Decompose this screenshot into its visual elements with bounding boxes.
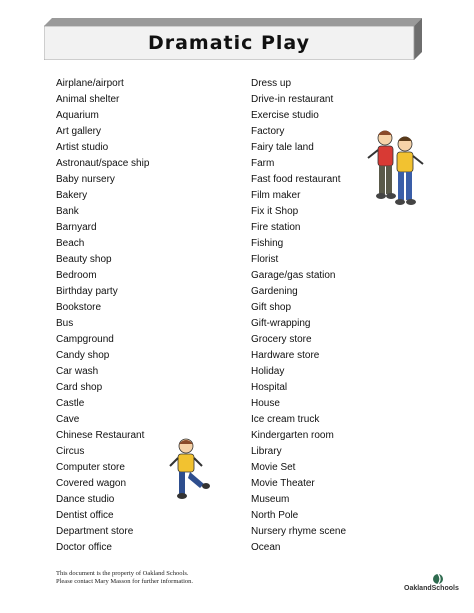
activity-item: Fast food restaurant xyxy=(251,174,341,185)
activity-item: Castle xyxy=(56,398,85,409)
activity-item: North Pole xyxy=(251,510,299,521)
activity-item: Bus xyxy=(56,318,74,329)
activity-item: Bookstore xyxy=(56,302,102,313)
activity-item: Factory xyxy=(251,126,285,137)
activity-item: Ocean xyxy=(251,542,281,553)
activity-item: Card shop xyxy=(56,382,103,393)
activity-item: Candy shop xyxy=(56,350,110,361)
activity-item: Art gallery xyxy=(56,126,102,137)
activity-item: Cave xyxy=(56,414,80,425)
activity-item: Drive-in restaurant xyxy=(251,94,334,105)
activity-item: Bakery xyxy=(56,190,88,201)
activity-item: Museum xyxy=(251,494,290,505)
kid-icon xyxy=(166,436,214,506)
activity-item: Ice cream truck xyxy=(251,414,320,425)
activity-item: Fire station xyxy=(251,222,301,233)
activity-item: Movie Set xyxy=(251,462,296,473)
activity-item: Dentist office xyxy=(56,510,114,521)
activity-item: Airplane/airport xyxy=(56,78,124,89)
activity-item: Birthday party xyxy=(56,286,118,297)
activity-list-right xyxy=(251,76,346,556)
activity-item: Bank xyxy=(56,206,79,217)
activity-item: Garage/gas station xyxy=(251,270,336,281)
activity-item: Car wash xyxy=(56,366,99,377)
two-kids-icon xyxy=(365,124,425,214)
activity-item: Department store xyxy=(56,526,134,537)
activity-item: Covered wagon xyxy=(56,478,127,489)
activity-item: Nursery rhyme scene xyxy=(251,526,347,537)
activity-item: Artist studio xyxy=(56,142,109,153)
activity-item: Hardware store xyxy=(251,350,320,361)
activity-item: Circus xyxy=(56,446,85,457)
activity-item: Astronaut/space ship xyxy=(56,158,150,169)
activity-item: Fix it Shop xyxy=(251,206,299,217)
activity-item: Library xyxy=(251,446,282,457)
activity-item: Hospital xyxy=(251,382,288,393)
activity-item: Gift-wrapping xyxy=(251,318,311,329)
activity-item: Farm xyxy=(251,158,275,169)
activity-item: Fishing xyxy=(251,238,284,249)
activity-item: Movie Theater xyxy=(251,478,315,489)
activity-item: House xyxy=(251,398,280,409)
activity-item: Animal shelter xyxy=(56,94,120,105)
activity-item: Bedroom xyxy=(56,270,97,281)
activity-item: Gift shop xyxy=(251,302,292,313)
activity-item: Aquarium xyxy=(56,110,99,121)
page-title: Dramatic Play xyxy=(147,32,311,54)
activity-list-left xyxy=(56,76,149,556)
activity-item: Beauty shop xyxy=(56,254,112,265)
activity-item: Doctor office xyxy=(56,542,112,553)
activity-item: Kindergarten room xyxy=(251,430,334,441)
activity-item: Beach xyxy=(56,238,85,249)
activity-item: Fairy tale land xyxy=(251,142,314,153)
activity-item: Dance studio xyxy=(56,494,115,505)
activity-item: Barnyard xyxy=(56,222,97,233)
activity-item: Chinese Restaurant xyxy=(56,430,145,441)
logo-text: OaklandSchools xyxy=(404,585,459,592)
activity-item: Computer store xyxy=(56,462,125,473)
activity-item: Holiday xyxy=(251,366,285,377)
footer-line-2: Please contact Mary Masson for further information. xyxy=(56,578,194,585)
activity-item: Film maker xyxy=(251,190,301,201)
activity-item: Campground xyxy=(56,334,114,345)
activity-item: Dress up xyxy=(251,78,292,89)
activity-item: Grocery store xyxy=(251,334,312,345)
footer-line-1: This document is the property of Oakland Schools. xyxy=(56,570,189,577)
footer-note xyxy=(56,570,193,586)
activity-item: Exercise studio xyxy=(251,110,319,121)
activity-item: Gardening xyxy=(251,286,298,297)
activity-item: Baby nursery xyxy=(56,174,115,185)
activity-item: Florist xyxy=(251,254,279,265)
